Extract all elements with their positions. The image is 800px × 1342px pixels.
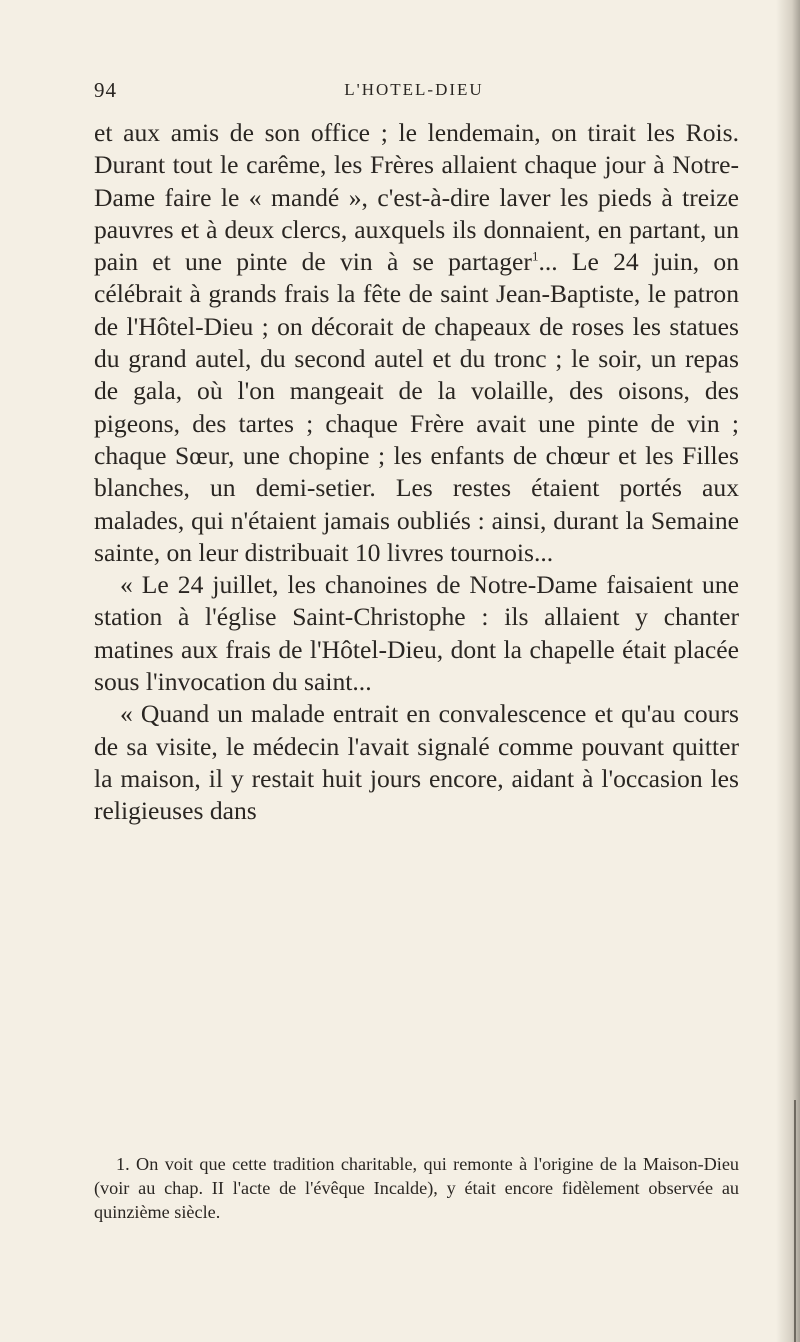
footnote-1: 1. On voit que cette tradition charitable, qui remonte à l'origine de la Maison-Dieu (voir au chap. II l'acte de l'évêque Incalde), y était encore fidèlement observée au quinzième siècle. bbox=[94, 1154, 739, 1222]
body-text bbox=[94, 117, 739, 828]
paragraph-3: « Quand un malade entrait en convalescence et qu'au cours de sa visite, le médecin l'avait signalé comme pouvant quitter la maison, il y restait huit jours encore, aidant à l'occasion les religieuses dans bbox=[94, 699, 739, 826]
paragraph-2: « Le 24 juillet, les chanoines de Notre-Dame faisaient une station à l'église Saint-Christophe : ils allaient y chanter matines aux frais de l'Hôtel-Dieu, dont la chapelle était placée sous l'invocation du saint... bbox=[94, 570, 739, 697]
paragraph-1-text-b: ... Le 24 juin, on célébrait à grands frais la fête de saint Jean-Baptiste, le patron de l'Hôtel-Dieu ; on décorait de chapeaux de roses les statues du grand autel, du second autel et du tronc ; le soir, un repas de gala, où l'on mangeait de la volaille, des oisons, des pigeons, des tartes ; chaque Frère avait une pinte de vin ; chaque Sœur, une chopine ; les enfants de chœur et les Filles blanches, un demi-setier. Les restes étaient portés aux malades, qui n'étaient jamais oubliés : ainsi, durant la Semaine sainte, on leur distribuait 10 livres tournois... bbox=[94, 247, 739, 567]
running-title: L'HOTEL-DIEU bbox=[344, 80, 484, 99]
footnotes bbox=[94, 1152, 739, 1224]
paragraph-1 bbox=[94, 117, 739, 569]
page-header bbox=[94, 78, 734, 108]
page-edge-shadow bbox=[794, 1100, 796, 1342]
paragraph-1-text-a: et aux amis de son office ; le lendemain, on tirait les Rois. Durant tout le carême, les Frères allaient chaque jour à Notre-Dame faire le « mandé », c'est-à-dire laver les pieds à treize pauvres et à deux clercs, auxquels ils donnaient, en partant, un pain et une pinte de vin à se partager bbox=[94, 118, 739, 277]
footnote-reference: 1 bbox=[531, 248, 539, 264]
page-number: 94 bbox=[94, 78, 117, 102]
